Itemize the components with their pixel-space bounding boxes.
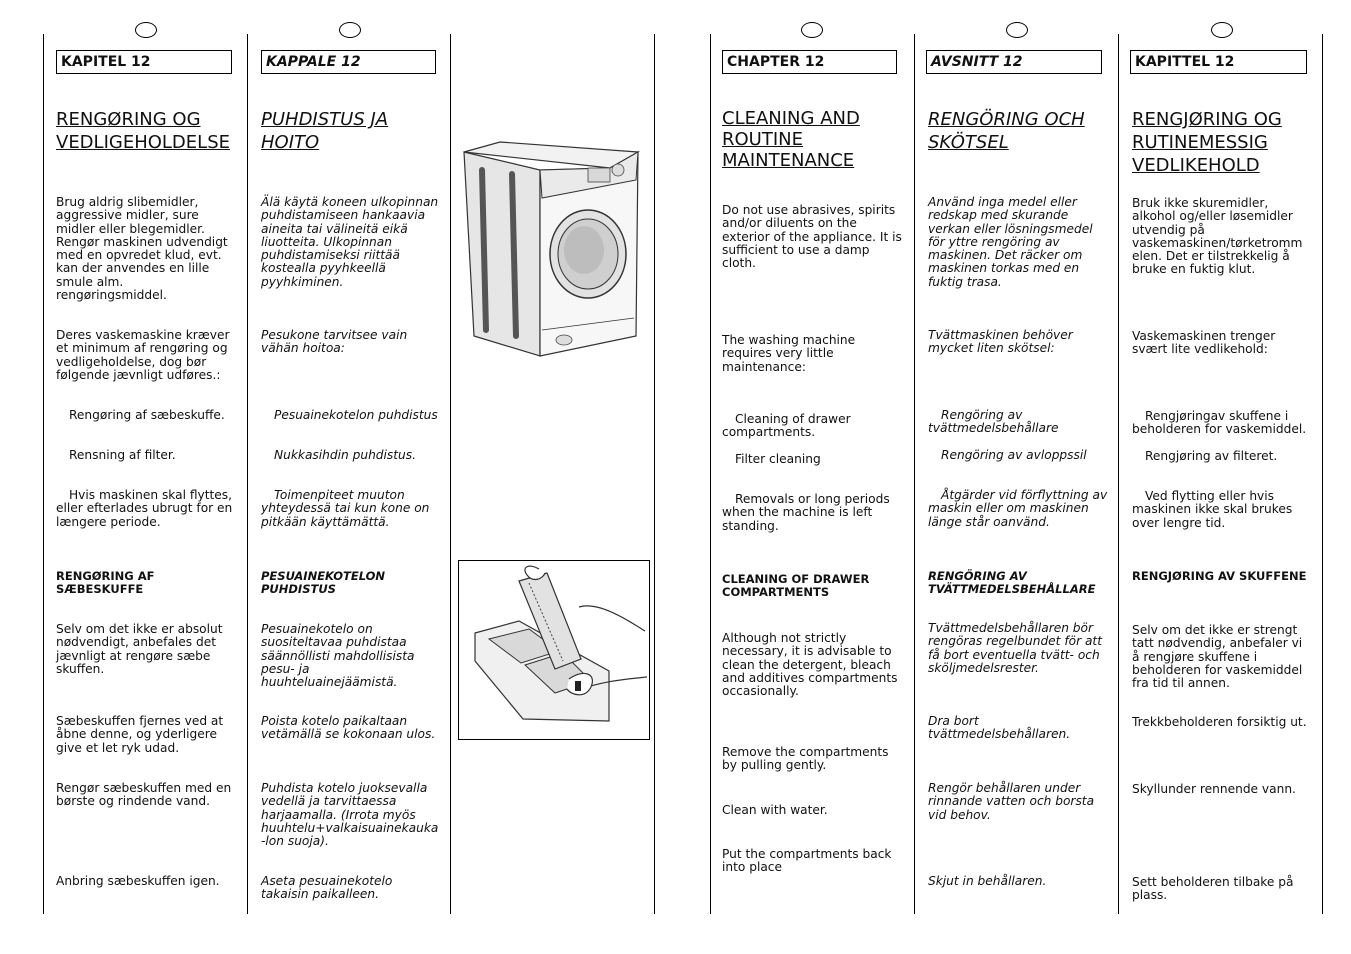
subsection-heading: CLEANING OF DRAWER COMPARTMENTS bbox=[722, 572, 870, 599]
list-item: Nukkasihdin puhdistus. bbox=[274, 448, 416, 462]
intro-paragraph: Brug aldrig slibemidler, aggressive midler, sure midler eller blegemidler. Rengør maskinen udvendigt med en opvredet klud, evt. kan der anvendes en lille smule alm. rengøringsmiddel. bbox=[56, 195, 228, 303]
chapter-heading: KAPITTEL 12 bbox=[1130, 50, 1307, 74]
body-paragraph: Trekkbeholderen forsiktig ut. bbox=[1132, 715, 1307, 729]
column-rule bbox=[247, 34, 248, 914]
body-paragraph: Anbring sæbeskuffen igen. bbox=[56, 874, 220, 888]
body-paragraph: Puhdista kotelo juoksevalla vedellä ja tarvittaessa harjaamalla. (Irrota myös huuhtelu+valkaisuainekauka -lon suoja). bbox=[261, 781, 439, 849]
column-rule bbox=[710, 34, 711, 914]
list-item: Rensning af filter. bbox=[69, 448, 176, 462]
body-paragraph: Poista kotelo paikaltaan vetämällä se kokonaan ulos. bbox=[261, 714, 436, 742]
column-rule bbox=[450, 34, 451, 914]
detergent-drawer-illustration bbox=[459, 561, 649, 739]
body-paragraph: Although not strictly necessary, it is advisable to clean the detergent, bleach and additives compartments occasionally. bbox=[722, 631, 898, 699]
list-item: Rengöring av avloppssil bbox=[941, 448, 1087, 462]
list-item: Rengöring av tvättmedelsbehållare bbox=[928, 408, 1059, 436]
body-paragraph: Dra bort tvättmedelsbehållaren. bbox=[928, 714, 1071, 742]
chapter-heading: CHAPTER 12 bbox=[722, 50, 897, 74]
list-item: Åtgärder vid förflyttning av maskin eller om maskinen länge står oanvänd. bbox=[928, 488, 1108, 529]
body-paragraph: Sett beholderen tilbake på plass. bbox=[1132, 875, 1294, 903]
chapter-heading: AVSNITT 12 bbox=[926, 50, 1102, 74]
section-title: PUHDISTUS JA HOITO bbox=[261, 109, 389, 153]
list-item: Rengjøringav skuffene i beholderen for vaskemiddel. bbox=[1132, 409, 1307, 437]
body-paragraph: Pesuainekotelo on suositeltavaa puhdistaa säännöllisti mahdollisista pesu- ja huuhteluainejäämistä. bbox=[261, 622, 415, 690]
column-rule bbox=[1118, 34, 1119, 914]
body-paragraph: Rengør sæbeskuffen med en børste og rindende vand. bbox=[56, 781, 232, 809]
chapter-heading: KAPPALE 12 bbox=[261, 50, 436, 74]
list-item: Rengøring af sæbeskuffe. bbox=[69, 408, 225, 422]
intro-paragraph: Do not use abrasives, spirits and/or diluents on the exterior of the appliance. It is sufficient to use a damp cloth. bbox=[722, 203, 902, 271]
list-item: Filter cleaning bbox=[735, 452, 821, 466]
body-paragraph: Rengör behållaren under rinnande vatten och borsta vid behov. bbox=[928, 781, 1095, 822]
subsection-heading: RENGJØRING AV SKUFFENE bbox=[1132, 569, 1307, 583]
column-swedish bbox=[928, 0, 1108, 954]
column-rule bbox=[43, 34, 44, 914]
subsection-heading: RENGØRING AF SÆBESKUFFE bbox=[56, 569, 155, 596]
list-item: Pesuainekotelon puhdistus bbox=[274, 408, 438, 422]
section-title: RENGÖRING OCH SKÖTSEL bbox=[928, 109, 1085, 153]
column-rule bbox=[1322, 34, 1323, 914]
maintenance-paragraph: Deres vaskemaskine kræver et minimum af rengøring og vedligeholdelse, dog bør følgende jævnligt udføres.: bbox=[56, 328, 230, 382]
column-rule bbox=[914, 34, 915, 914]
body-paragraph: Clean with water. bbox=[722, 803, 828, 817]
intro-paragraph: Älä käytä koneen ulkopinnan puhdistamiseen hankaavia aineita tai välineitä eikä liuotteita. Ulkopinnan puhdistamiseksi riittää kostealla pyyhkeellä pyyhkiminen. bbox=[261, 195, 439, 289]
body-paragraph: Selv om det ikke er strengt tatt nødvendig, anbefaler vi å rengjøre skuffene i beholderen for vaskemiddel fra tid til annen. bbox=[1132, 623, 1303, 691]
maintenance-paragraph: Pesukone tarvitsee vain vähän hoitoa: bbox=[261, 328, 408, 356]
subsection-heading: RENGÖRING AV TVÄTTMEDELSBEHÅLLARE bbox=[928, 569, 1096, 596]
intro-paragraph: Använd inga medel eller redskap med skurande verkan eller lösningsmedel för yttre rengöring av maskinen. Det räcker om maskinen torkas med en fuktig trasa. bbox=[928, 195, 1093, 289]
list-item: Removals or long periods when the machine is left standing. bbox=[722, 492, 890, 533]
list-item: Ved flytting eller hvis maskinen ikke skal brukes over lengre tid. bbox=[1132, 489, 1293, 530]
column-finnish bbox=[261, 0, 441, 954]
washing-machine-illustration bbox=[460, 140, 640, 360]
section-title: RENGØRING OG VEDLIGEHOLDELSE bbox=[56, 109, 230, 153]
list-item: Rengjøring av filteret. bbox=[1145, 449, 1278, 463]
body-paragraph: Tvättmedelsbehållaren bör rengöras regelbundet för att få bort eventuella tvätt- och sköljmedelsrester. bbox=[928, 621, 1102, 675]
body-paragraph: Selv om det ikke er absolut nødvendigt, anbefales det jævnligt at rengøre sæbe skuffen. bbox=[56, 622, 223, 676]
section-title: CLEANING AND ROUTINE MAINTENANCE bbox=[722, 108, 860, 171]
column-danish bbox=[56, 0, 236, 954]
detergent-drawer-figure bbox=[458, 560, 650, 740]
maintenance-paragraph: Vaskemaskinen trenger svært lite vedlikehold: bbox=[1132, 329, 1276, 357]
body-paragraph: Sæbeskuffen fjernes ved at åbne denne, og yderligere give et let ryk udad. bbox=[56, 714, 224, 755]
column-rule bbox=[654, 34, 655, 914]
section-title: RENGJØRING OG RUTINEMESSIG VEDLIKEHOLD bbox=[1132, 109, 1282, 176]
body-paragraph: Aseta pesuainekotelo takaisin paikalleen. bbox=[261, 874, 393, 902]
column-norwegian bbox=[1132, 0, 1312, 954]
body-paragraph: Remove the compartments by pulling gently. bbox=[722, 745, 889, 773]
subsection-heading: PESUAINEKOTELON PUHDISTUS bbox=[261, 569, 386, 596]
list-item: Hvis maskinen skal flyttes, eller efterlades ubrugt for en længere periode. bbox=[56, 488, 233, 529]
body-paragraph: Skyllunder rennende vann. bbox=[1132, 782, 1296, 796]
maintenance-paragraph: The washing machine requires very little maintenance: bbox=[722, 333, 856, 374]
maintenance-paragraph: Tvättmaskinen behöver mycket liten skötsel: bbox=[928, 328, 1073, 356]
chapter-heading: KAPITEL 12 bbox=[56, 50, 232, 74]
body-paragraph: Put the compartments back into place bbox=[722, 847, 892, 875]
column-english bbox=[722, 0, 902, 954]
body-paragraph: Skjut in behållaren. bbox=[928, 874, 1047, 888]
list-item: Cleaning of drawer compartments. bbox=[722, 412, 851, 440]
list-item: Toimenpiteet muuton yhteydessä tai kun kone on pitkään käyttämättä. bbox=[261, 488, 430, 529]
intro-paragraph: Bruk ikke skuremidler, alkohol og/eller løsemidler utvendig på vaskemaskinen/tørketromm elen. Det er tilstrekkelig å bruke en fuktig klut. bbox=[1132, 196, 1303, 277]
